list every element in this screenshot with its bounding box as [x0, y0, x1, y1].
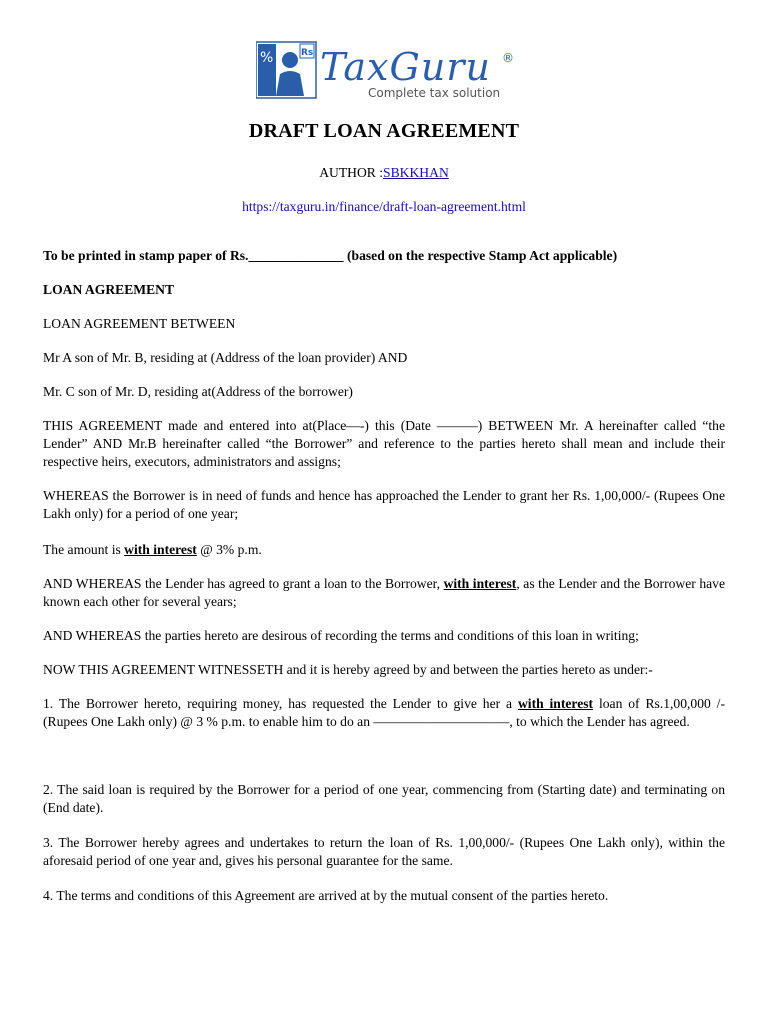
- amount-interest-paragraph: [43, 541, 725, 559]
- whereas-parties-paragraph: AND WHEREAS the parties hereto are desirous of recording the terms and conditions of this loan in writing;: [43, 628, 639, 643]
- whereas-lender-paragraph: [43, 575, 725, 611]
- whereas-lender-suffix: , as the Lender and the Borrower have known each other for several years;: [43, 576, 725, 609]
- agreement-between: LOAN AGREEMENT BETWEEN: [43, 316, 236, 331]
- loan-agreement-heading: LOAN AGREEMENT: [43, 282, 175, 297]
- document-title: DRAFT LOAN AGREEMENT: [248, 120, 520, 142]
- whereas-borrower-paragraph: WHEREAS the Borrower is in need of funds and hence has approached the Lender to grant her Rs. 1,00,000/- (Rupees One Lakh only) for a period of one year;: [43, 488, 725, 521]
- clause-1: [43, 695, 725, 731]
- stamp-paper-note: To be printed in stamp paper of Rs.______________ (based on the respective Stamp Act applicable): [43, 248, 618, 263]
- logo-icon-rs: Rs: [301, 48, 314, 58]
- amount-with-interest: with interest: [124, 542, 197, 557]
- author-label: AUTHOR :: [319, 165, 384, 180]
- logo-icon-body: [276, 71, 304, 96]
- logo-icon-percent: %: [260, 50, 274, 66]
- source-url-link[interactable]: https://taxguru.in/finance/draft-loan-agreement.html: [242, 199, 526, 214]
- author-link[interactable]: SBKKHAN: [383, 165, 449, 180]
- logo-icon-head: [282, 52, 298, 68]
- logo-tagline: Complete tax solution: [368, 86, 501, 100]
- logo-graphic: [256, 40, 518, 102]
- clause-3: 3. The Borrower hereby agrees and undertakes to return the loan of Rs. 1,00,000/- (Rupees One Lakh only), within the aforesaid period of one year and, gives his personal guarantee for the same.: [43, 835, 725, 868]
- amount-suffix: @ 3% p.m.: [196, 542, 262, 557]
- logo-registered-mark: ®: [502, 51, 514, 65]
- taxguru-logo[interactable]: [256, 40, 518, 102]
- logo-brand-name: TaxGuru: [320, 45, 491, 89]
- clause-2: 2. The said loan is required by the Borrower for a period of one year, commencing from (Starting date) and terminating on (End date).: [43, 782, 725, 815]
- party-borrower: Mr. C son of Mr. D, residing at(Address of the borrower): [43, 384, 353, 399]
- clause-1-with-interest: with interest: [517, 696, 594, 711]
- party-lender: Mr A son of Mr. B, residing at (Address of the loan provider) AND: [43, 350, 408, 365]
- source-url: [0, 198, 768, 216]
- this-agreement-paragraph: THIS AGREEMENT made and entered into at(Place—-) this (Date ———) BETWEEN Mr. A hereinafter called “the Lender” AND Mr.B hereinafter called “the Borrower” and reference to the parties hereto shall mean and include their respective heirs, executors, administrators and assigns;: [43, 418, 725, 469]
- clause-4: 4. The terms and conditions of this Agreement are arrived at by the mutual consent of the parties hereto.: [43, 888, 609, 903]
- clause-1-suffix: loan of Rs.1,00,000 /- (Rupees One Lakh only) @ 3 % p.m. to enable him to do an ——————————, to which the Lender has agreed.: [43, 696, 725, 729]
- amount-prefix: The amount is: [43, 542, 125, 557]
- author-line: [0, 164, 768, 182]
- whereas-lender-with-interest: with interest: [443, 576, 517, 591]
- clause-1-prefix: 1. The Borrower hereto, requiring money, has requested the Lender to give her a: [43, 696, 518, 711]
- witnesseth-paragraph: NOW THIS AGREEMENT WITNESSETH and it is hereby agreed by and between the parties hereto as under:-: [43, 662, 653, 677]
- whereas-lender-prefix: AND WHEREAS the Lender has agreed to grant a loan to the Borrower,: [43, 576, 444, 591]
